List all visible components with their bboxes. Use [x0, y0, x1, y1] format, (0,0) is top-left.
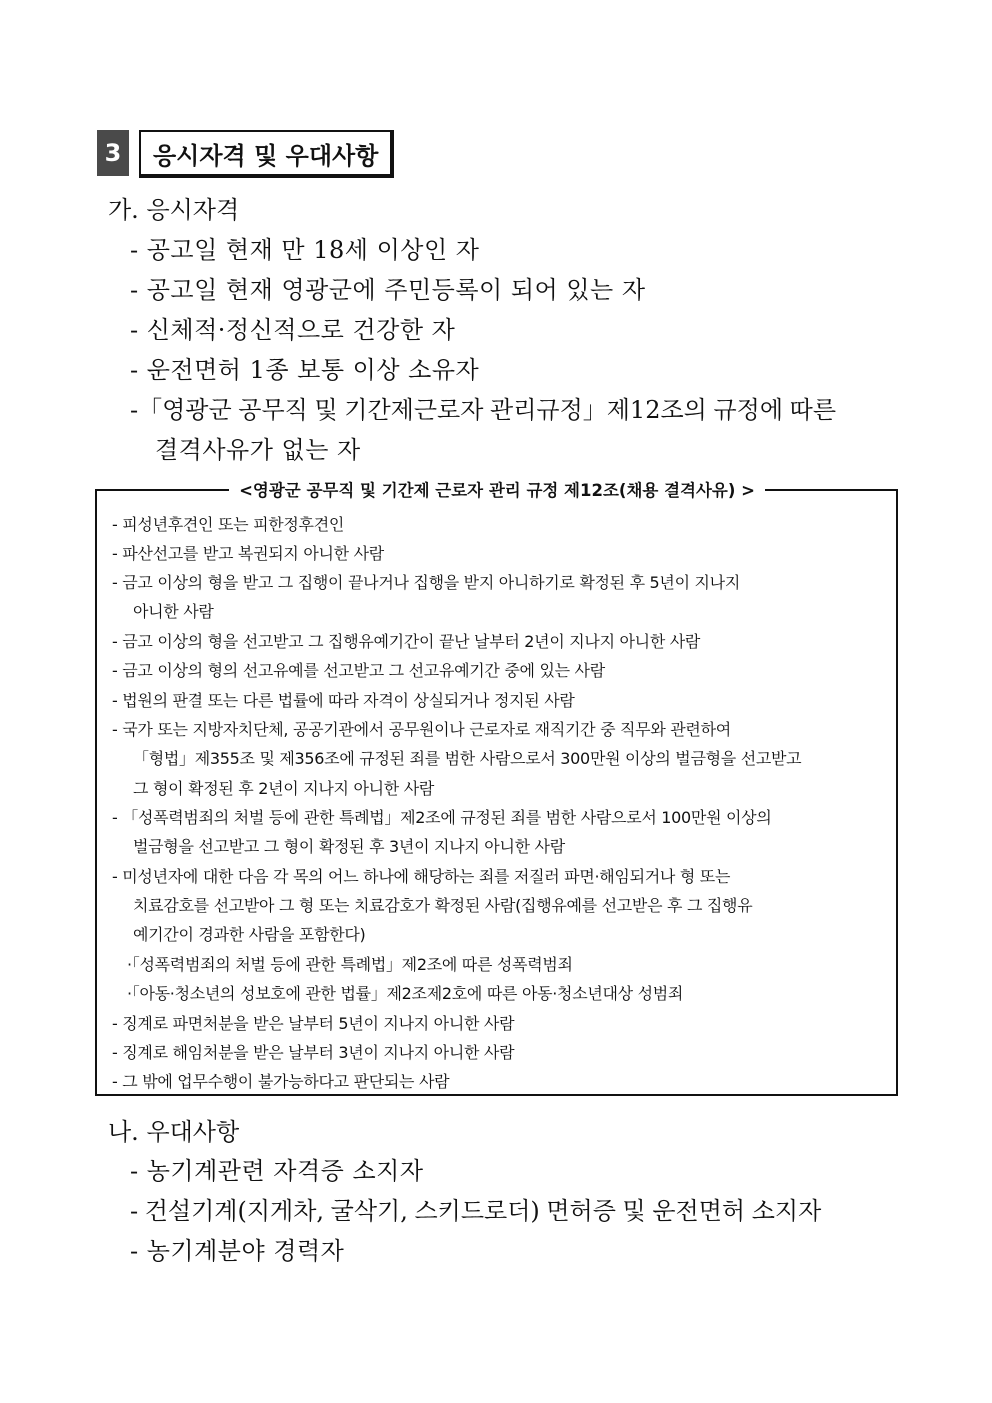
rule-line: - 금고 이상의 형을 받고 그 집행이 끝나거나 집행을 받지 아니하기로 확정된 후 5년이 지나지	[112, 573, 740, 592]
section-header	[97, 130, 394, 176]
qualification-item: - 운전면허 1종 보통 이상 소유자	[130, 356, 480, 384]
rule-line: - 법원의 판결 또는 다른 법률에 따라 자격이 상실되거나 정지된 사람	[112, 691, 575, 710]
rule-line: - 파산선고를 받고 복권되지 아니한 사람	[112, 544, 384, 563]
rule-line-continued: 그 형이 확정된 후 2년이 지나지 아니한 사람	[133, 779, 435, 798]
rule-line: - 「성폭력범죄의 처벌 등에 관한 특례법」제2조에 규정된 죄를 범한 사람으로서 100만원 이상의	[112, 808, 772, 827]
rule-line: - 금고 이상의 형을 선고받고 그 집행유예기간이 끝난 날부터 2년이 지나지 아니한 사람	[112, 632, 701, 651]
rule-line-continued: 치료감호를 선고받아 그 형 또는 치료감호가 확정된 사람(집행유예를 선고받은 후 그 집행유	[133, 896, 753, 915]
rule-line: - 미성년자에 대한 다음 각 목의 어느 하나에 해당하는 죄를 저질러 파면·해임되거나 형 또는	[112, 867, 731, 886]
preference-item: - 농기계분야 경력자	[130, 1237, 345, 1265]
rule-line: - 국가 또는 지방자치단체, 공공기관에서 공무원이나 근로자로 재직기간 중 직무와 관련하여	[112, 720, 731, 739]
rule-line: - 그 밖에 업무수행이 불가능하다고 판단되는 사람	[112, 1072, 450, 1091]
preference-item: - 농기계관련 자격증 소지자	[130, 1157, 424, 1185]
rule-line: - 금고 이상의 형의 선고유예를 선고받고 그 선고유예기간 중에 있는 사람	[112, 661, 605, 680]
rule-line: - 피성년후견인 또는 피한정후견인	[112, 515, 345, 534]
rule-line-continued: 아니한 사람	[133, 602, 214, 621]
qualification-item: - 신체적·정신적으로 건강한 자	[130, 316, 456, 344]
rule-subitem: ·「성폭력범죄의 처벌 등에 관한 특례법」제2조에 따른 성폭력범죄	[127, 955, 573, 974]
preferences-heading: 나. 우대사항	[108, 1118, 240, 1146]
qualification-item: - 공고일 현재 만 18세 이상인 자	[130, 236, 480, 264]
rule-line: - 징계로 해임처분을 받은 날부터 3년이 지나지 아니한 사람	[112, 1043, 515, 1062]
qualification-item-continued: 결격사유가 없는 자	[155, 436, 361, 464]
section-title: 응시자격 및 우대사항	[139, 130, 394, 178]
rule-line-continued: 「형법」제355조 및 제356조에 규정된 죄를 범한 사람으로서 300만원 이상의 벌금형을 선고받고	[133, 749, 802, 768]
qualification-item: -「영광군 공무직 및 기간제근로자 관리규정」제12조의 규정에 따른	[130, 396, 837, 424]
rules-box-title: <영광군 공무직 및 기간제 근로자 관리 규정 제12조(채용 결격사유) >	[96, 477, 898, 501]
rule-line-continued: 예기간이 경과한 사람을 포함한다)	[133, 925, 366, 944]
qualification-item: - 공고일 현재 영광군에 주민등록이 되어 있는 자	[130, 276, 646, 304]
rule-subitem: ·「아동·청소년의 성보호에 관한 법률」제2조제2호에 따른 아동·청소년대상 성범죄	[127, 984, 684, 1003]
preference-item: - 건설기계(지게차, 굴삭기, 스키드로더) 면허증 및 운전면허 소지자	[130, 1197, 822, 1225]
rule-line-continued: 벌금형을 선고받고 그 형이 확정된 후 3년이 지나지 아니한 사람	[133, 837, 565, 856]
qualifications-heading: 가. 응시자격	[108, 196, 240, 224]
rule-line: - 징계로 파면처분을 받은 날부터 5년이 지나지 아니한 사람	[112, 1014, 515, 1033]
section-number: 3	[97, 130, 129, 176]
